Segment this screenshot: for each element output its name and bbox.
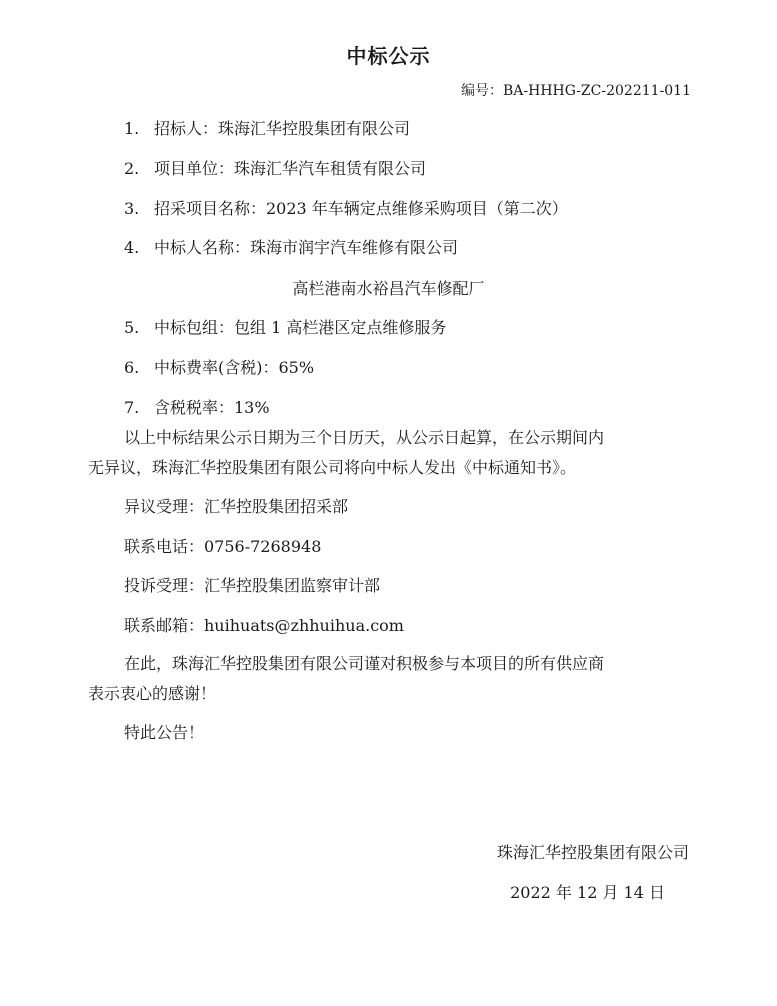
document-title: 中标公示 [346,44,431,68]
item-number: 1. [124,119,140,138]
item-number: 4. [124,238,140,257]
item-number: 2. [124,159,140,178]
item-text: 含税税率：13% [154,398,270,417]
contact-objection: 异议受理：汇华控股集团招采部 [124,497,349,516]
contact-email: 联系邮箱：huihuats@zhhuihua.com [124,616,404,635]
list-item-tax-rate [124,397,270,419]
list-item-project-unit [124,158,426,180]
item-text: 项目单位：珠海汇华汽车租赁有限公司 [154,159,427,178]
item-number: 7. [124,398,140,417]
item-text: 中标人名称：珠海市润宇汽车维修有限公司 [154,238,459,257]
item-number: 3. [124,199,140,218]
list-item-winner-name [124,237,458,259]
item-text: 中标费率(含税)：65% [154,358,315,377]
closing-statement: 特此公告！ [124,723,205,742]
paragraph-notice-line2: 无异议，珠海汇华控股集团有限公司将向中标人发出《中标通知书》。 [88,458,577,477]
list-item-bidder [124,118,410,140]
list-item-package [124,317,446,339]
signature-company: 珠海汇华控股集团有限公司 [496,843,689,862]
paragraph-notice-line1: 以上中标结果公示日期为三个日历天，从公示日起算，在公示期间内 [124,428,605,447]
document-number: 编号：BA-HHHG-ZC-202211-011 [461,83,691,99]
item-text: 招标人：珠海汇华控股集团有限公司 [154,119,411,138]
contact-complaint: 投诉受理：汇华控股集团监察审计部 [124,576,381,595]
item-number: 5. [124,318,140,337]
paragraph-thanks-line2: 表示衷心的感谢！ [88,684,217,703]
paragraph-thanks-line1: 在此，珠海汇华控股集团有限公司谨对积极参与本项目的所有供应商 [124,654,605,673]
signature-date: 2022 年 12 月 14 日 [510,883,665,902]
item-text: 招采项目名称：2023 年车辆定点维修采购项目（第二次） [154,199,568,218]
item-number: 6. [124,358,140,377]
contact-phone: 联系电话：0756-7268948 [124,537,322,556]
list-item-project-name [124,198,568,220]
list-item-fee-rate [124,357,314,379]
winner-name-continuation: 高栏港南水裕昌汽车修配厂 [292,279,485,298]
item-text: 中标包组：包组 1 高栏港区定点维修服务 [154,318,447,337]
